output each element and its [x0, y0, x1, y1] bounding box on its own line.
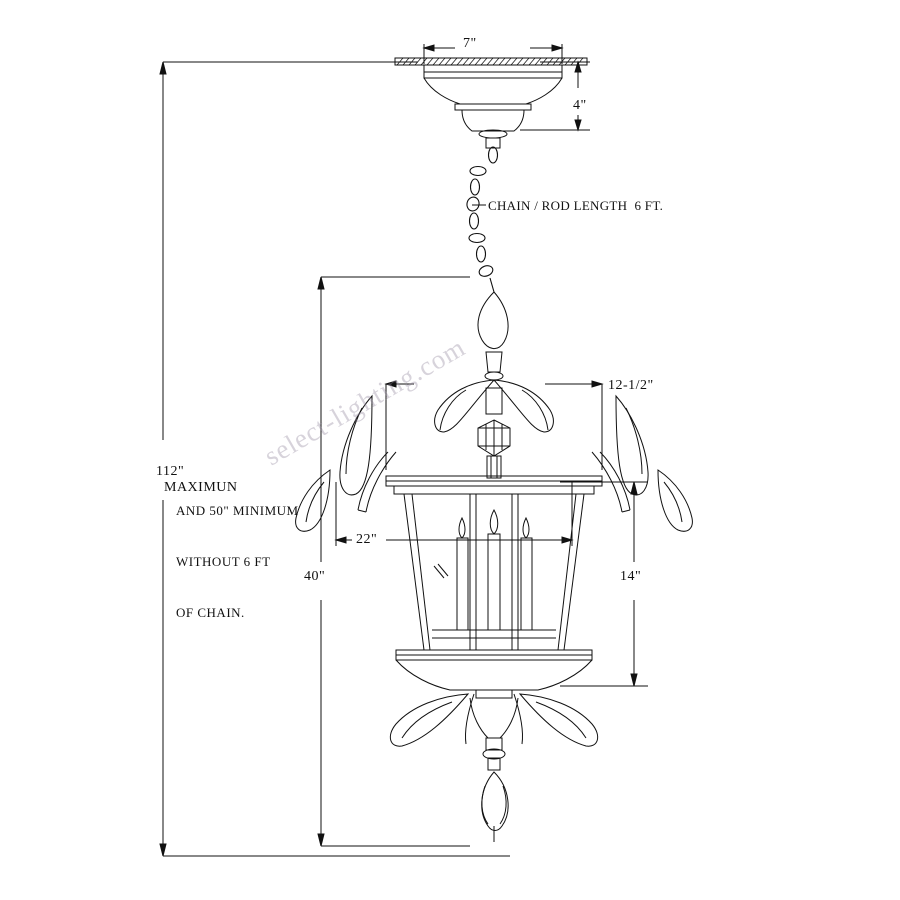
lantern-body	[404, 494, 584, 650]
scroll-arms-left	[296, 396, 396, 531]
watermark-text: select-lighting.com	[259, 331, 471, 472]
chain	[466, 147, 498, 292]
canopy	[424, 65, 562, 148]
top-finial	[478, 292, 508, 380]
overall-height-note: MAXIMUN	[164, 480, 238, 495]
bottom-finial	[470, 690, 518, 842]
faceted-ball	[478, 388, 510, 478]
label-lantern-height: 14"	[620, 569, 642, 584]
lantern-top-frame	[386, 476, 602, 494]
candles	[457, 510, 532, 630]
label-fixture-height: 40"	[304, 569, 326, 584]
overall-note-line4: OF CHAIN.	[176, 605, 245, 620]
overall-note-line2: AND 50" MINIMUM	[176, 503, 299, 518]
label-finial-span: 12-1/2"	[608, 378, 654, 393]
scroll-arms-right	[592, 396, 692, 531]
label-canopy-height: 4"	[573, 98, 587, 113]
bottom-plate	[396, 650, 592, 690]
overall-height-value: 112"	[156, 464, 185, 479]
label-canopy-width: 7"	[463, 36, 477, 51]
label-body-width: 22"	[356, 532, 378, 547]
dim-canopy-width	[424, 44, 562, 64]
dim-fixture-height	[318, 277, 470, 846]
label-overall-note	[176, 468, 299, 655]
burner-cluster	[432, 630, 556, 650]
label-chain-length: CHAIN / ROD LENGTH 6 FT.	[488, 198, 664, 213]
overall-note-line3: WITHOUT 6 FT	[176, 554, 271, 569]
